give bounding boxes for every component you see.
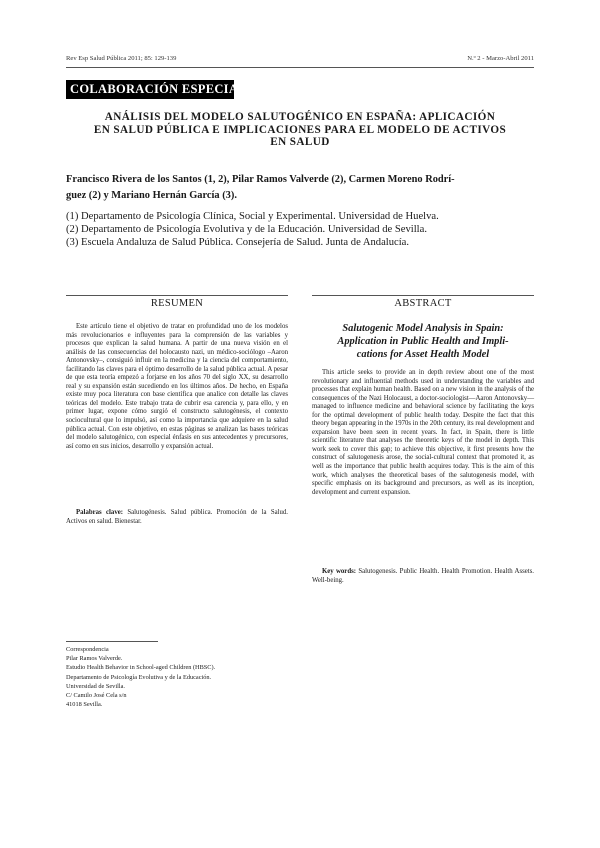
abstract-body <box>312 369 534 497</box>
resumen-body <box>66 323 288 451</box>
correspondence-line: C/ Camilo José Cela s/n <box>66 692 127 700</box>
correspondence-line: Correspondencia <box>66 646 109 653</box>
abstract-title-line: cations for Asset Health Model <box>356 348 490 360</box>
running-header-issue: N.º 2 - Marzo-Abril 2011 <box>467 55 534 62</box>
resumen-rule <box>66 295 288 296</box>
resumen-heading: RESUMEN <box>150 298 204 309</box>
authors-line: guez (2) y Mariano Hernán García (3). <box>66 189 237 201</box>
affiliation-3: (3) Escuela Andaluza de Salud Pública. Consejería de Salud. Junta de Andalucía. <box>66 237 410 248</box>
title-line: EN SALUD PÚBLICA E IMPLICACIONES PARA EL MODELO DE ACTIVOS <box>93 123 507 136</box>
keywords-text: Salutogénesis. Salud pública. Promoción de la Salud. Activos en salud. Bienestar. <box>66 509 289 525</box>
correspondence-block <box>66 645 306 709</box>
footnote-rule <box>66 641 158 642</box>
title-line: EN SALUD <box>270 136 330 149</box>
abstract-rule <box>312 295 534 296</box>
section-banner: COLABORACIÓN ESPECIAL <box>66 80 234 99</box>
correspondence-line: Estudio Health Behavior in School-aged Children (HBSC). <box>66 664 216 672</box>
article-title <box>66 111 534 149</box>
affiliation-1: (1) Departamento de Psicología Clínica, Social y Experimental. Universidad de Huelva. <box>66 211 439 222</box>
running-header-journal: Rev Esp Salud Pública 2011; 85: 129-139 <box>66 55 177 62</box>
keywords-label: Key words: <box>322 568 357 575</box>
abstract-keywords <box>312 568 534 585</box>
correspondence-line: Pilar Ramos Valverde. <box>66 655 123 663</box>
authors <box>66 172 536 203</box>
affiliation-2: (2) Departamento de Psicología Evolutiva y de la Educación. Universidad de Sevilla. <box>66 224 427 235</box>
correspondence-line: 41018 Sevilla. <box>66 701 103 709</box>
title-line: ANÁLISIS DEL MODELO SALUTOGÉNICO EN ESPAÑA: APLICACIÓN <box>104 111 496 123</box>
resumen-keywords <box>66 509 288 526</box>
abstract-paragraph: This article seeks to provide an in depth review about one of the most revolutionary and influential methods used in understanding the variables and processes that explain human health. Based on a new vision in the analysis of the consequences of the Nazi Holocaust, a doctor-sociologist—Aaron Antonovsky—managed to influence medicine and behavioral science by facilitating the keys for the optimal development of public health today. Despite the fact that this theory began appearing in the 1970s in the 20th century, its real development and expansion have been seen in recent years. In fact, in Spain, there is little scientific literature that analyses the theoretic keys of the model in depth. This work seek to cover this gap; to achieve this objective, it first presents how the construct of salutogenesis arose, the social-cultural context that promoted it, as well as the importance that public health acquires today. This is the aim of this work, which analyses the theoretical bases of the salutogenesis model, with specific emphasis on its background and precursors, as well as its inception, development and current expansion. <box>312 369 534 496</box>
resumen-paragraph: Este artículo tiene el objetivo de tratar en profundidad uno de los modelos más revolucionarios e influyentes para la comprensión de las variables y procesos que explican la salud humana. A partir de una nueva visión en el análisis de las consecuencias del holocausto nazi, un médico-sociólogo –Aaron Antonovsky–, consiguió influir en la medicina y la ciencia del comportamiento, facilitando las claves para el óptimo desarrollo de la salud pública actual. A pesar de que esta teoría empezó a forjarse en los años 70 del siglo XX, su desarrollo real y su expansión están sucediendo en los últimos años. De hecho, en España existe muy poca literatura con base científica que analice con detalle las claves teóricas del modelo. Este trabajo trata de cubrir esa carencia y, para ello, y en primer lugar, expone cómo surgió el constructo salutogénesis, el contexto sociocultural que lo impulsó, así como la importancia que adquiere en la salud pública actual. Con este objetivo, en estas páginas se analizan las bases teóricas del modelo salutogénico, con especial énfasis en sus antecedentes y precursores, así como en sus inicios, desarrollo y expansión actual. <box>66 323 288 450</box>
keywords-text: Salutogenesis. Public Health. Health Promotion. Health Assets. Well-being. <box>312 568 535 584</box>
abstract-title-line: Salutogenic Model Analysis in Spain: <box>342 323 504 334</box>
abstract-title <box>312 323 534 361</box>
authors-line: Francisco Rivera de los Santos (1, 2), Pilar Ramos Valverde (2), Carmen Moreno Rodrí- <box>66 174 455 185</box>
keywords-label: Palabras clave: <box>76 509 124 516</box>
abstract-title-line: Application in Public Health and Impli- <box>337 335 509 347</box>
correspondence-line: Universidad de Sevilla. <box>66 682 125 690</box>
correspondence-line: Departamento de Psicología Evolutiva y de la Educación. <box>66 673 212 681</box>
header-rule <box>66 67 534 68</box>
abstract-heading: ABSTRACT <box>394 298 452 309</box>
